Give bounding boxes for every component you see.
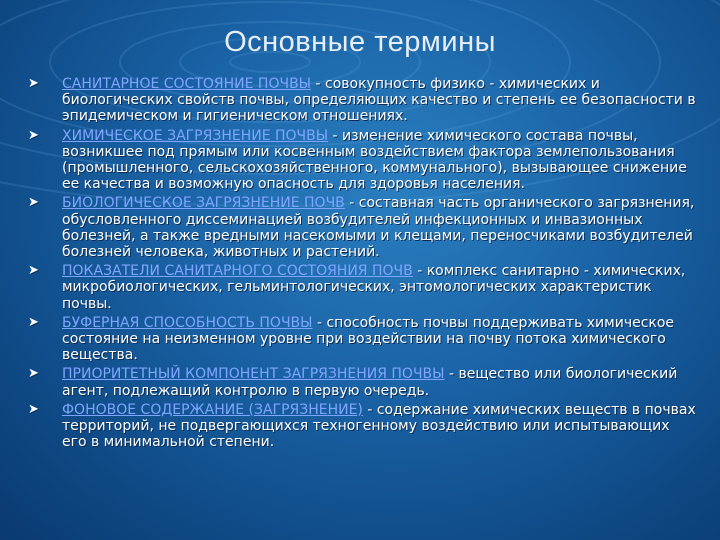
term-item: [28, 366, 696, 398]
term-definition: - составная часть органического загрязнения, обусловленного диссеминацией возбудителей инфекционных и инвазионных болезней, а также вредными насекомыми и клещами, переносчиками возбудителей болезней человека, животных и растений.: [62, 195, 695, 261]
term-item: [28, 76, 696, 125]
terms-list: [28, 76, 696, 453]
term-definition: - совокупность физико - химических и биологических свойств почвы, определяющих качество и степень ее безопасности в эпидемическом и гигиеническом отношениях.: [62, 76, 696, 125]
term-definition: - комплекс санитарно - химических, микробиологических, гельминтологических, энтомологических характеристик почвы.: [62, 263, 686, 312]
term-definition: - способность почвы поддерживать химическое состояние на неизменном уровне при воздействии на почву потока химического вещества.: [62, 314, 675, 364]
term-item: [28, 195, 696, 260]
term-link[interactable]: ФОНОВОЕ СОДЕРЖАНИЕ (ЗАГРЯЗНЕНИЕ): [62, 401, 363, 418]
term-link[interactable]: ХИМИЧЕСКОЕ ЗАГРЯЗНЕНИЕ ПОЧВЫ: [62, 127, 329, 144]
term-definition: - изменение химического состава почвы, возникшее под прямым или косвенным воздействием фактора землепользования (промышленного, сельскохозяйственного, коммунального), вызывающее снижение ее качества и возможную опасность для здоровья населения.: [62, 127, 687, 193]
term-definition: - вещество или биологический агент, подлежащий контролю в первую очередь.: [62, 366, 678, 399]
term-item: [28, 128, 696, 193]
arrow-bullet-icon: ➤: [28, 127, 39, 143]
term-item: [28, 402, 696, 451]
term-link[interactable]: САНИТАРНОЕ СОСТОЯНИЕ ПОЧВЫ: [62, 76, 312, 92]
arrow-bullet-icon: ➤: [28, 263, 39, 279]
term-link[interactable]: ПРИОРИТЕТНЫЙ КОМПОНЕНТ ЗАГРЯЗНЕНИЯ ПОЧВЫ: [62, 366, 445, 383]
arrow-bullet-icon: ➤: [28, 366, 39, 382]
term-link[interactable]: БИОЛОГИЧЕСКОЕ ЗАГРЯЗНЕНИЕ ПОЧВ: [62, 195, 345, 212]
term-link[interactable]: ПОКАЗАТЕЛИ САНИТАРНОГО СОСТОЯНИЯ ПОЧВ: [62, 263, 413, 280]
arrow-bullet-icon: ➤: [28, 76, 39, 91]
slide-title: Основные термины: [224, 26, 496, 58]
arrow-bullet-icon: ➤: [28, 195, 39, 211]
arrow-bullet-icon: ➤: [28, 314, 39, 330]
term-item: [28, 263, 696, 312]
arrow-bullet-icon: ➤: [28, 401, 39, 417]
term-link[interactable]: БУФЕРНАЯ СПОСОБНОСТЬ ПОЧВЫ: [62, 314, 313, 331]
term-definition: - содержание химических веществ в почвах территорий, не подвергающихся техногенному воздействию или испытывающих его в минимальной степени.: [62, 401, 696, 451]
term-item: [28, 315, 696, 364]
